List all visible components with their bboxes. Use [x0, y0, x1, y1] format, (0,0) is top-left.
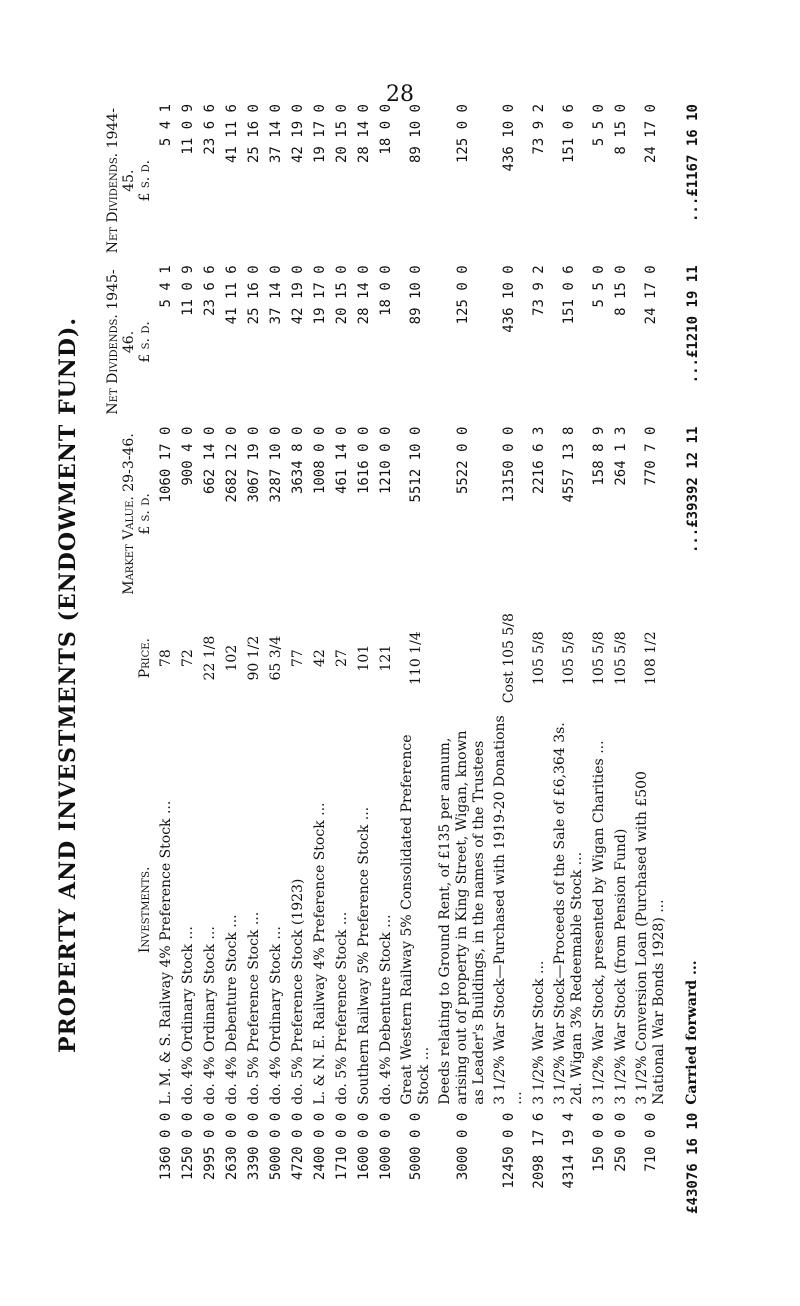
- price-value: 77: [290, 649, 306, 668]
- price-value: 27: [334, 649, 350, 668]
- dividends-1944-45-column-header: [103, 100, 155, 261]
- dividend-1944-45: 42 19 0: [290, 104, 306, 164]
- table-row: [155, 100, 177, 1270]
- dividend-1945-46: 24 17 0: [643, 265, 659, 325]
- market-value-header-label: Market Value. 29-3-46.: [121, 433, 137, 595]
- holding-amount: 1710 0 0: [334, 1112, 350, 1181]
- holding-amount: 1600 0 0: [356, 1112, 372, 1181]
- dividend-1944-45: 19 17 0: [312, 104, 328, 164]
- price-value: 110 1/4: [408, 631, 424, 685]
- market-value: 3067 19 0: [246, 426, 262, 503]
- market-value: 662 14 0: [202, 426, 218, 495]
- investment-description: 3 1/2% War Stock ...: [530, 960, 547, 1105]
- investment-description: do. 4% Ordinary Stock ...: [179, 926, 196, 1105]
- total-dividends-1945-46: ...£1210 19 11: [685, 265, 701, 384]
- holding-amount: 3000 0 0: [454, 1112, 471, 1181]
- investment-description: 3 1/2% War Stock (from Pension Fund): [612, 828, 629, 1105]
- dividend-1944-45: 24 17 0: [643, 104, 659, 164]
- table-row: [287, 100, 309, 1270]
- investment-description: Southern Railway 5% Preference Stock ...: [355, 806, 372, 1105]
- holding-amount: 5000 0 0: [408, 1112, 424, 1181]
- dividend-1944-45: 20 15 0: [334, 104, 350, 164]
- dividend-1945-46: 19 17 0: [312, 265, 328, 325]
- table-row: [221, 100, 243, 1270]
- market-value: 2216 6 3: [531, 426, 547, 495]
- holding-amount: 4314 19 4: [561, 1112, 577, 1189]
- market-value: 13150 0 0: [501, 426, 517, 503]
- dividends-1945-46-currency-label: £ s. d.: [137, 321, 153, 363]
- dividend-1944-45: 41 11 6: [224, 104, 240, 164]
- dividend-1944-45: 25 16 0: [246, 104, 262, 164]
- market-value: 5522 0 0: [454, 426, 471, 495]
- holding-amount: 250 0 0: [613, 1112, 629, 1172]
- investment-description: do. 4% Debenture Stock ...: [377, 914, 394, 1105]
- dividend-1945-46: 18 0 0: [378, 265, 394, 316]
- market-value: 2682 12 0: [224, 426, 240, 503]
- market-value-column-header: [103, 423, 155, 606]
- market-value: 1210 0 0: [378, 426, 394, 495]
- table-row: [265, 100, 287, 1270]
- table-row: [331, 100, 353, 1270]
- market-value-currency-label: £ s. d.: [137, 493, 153, 535]
- holding-amount: 1250 0 0: [180, 1112, 196, 1181]
- dividend-1945-46: 28 14 0: [356, 265, 372, 325]
- table-row: [397, 100, 435, 1270]
- investment-description: do. 4% Ordinary Stock ...: [267, 926, 284, 1105]
- price-value: Cost 105 5/8: [501, 613, 517, 704]
- market-value: 4557 13 8: [561, 426, 577, 503]
- holding-amount: 2630 0 0: [224, 1112, 240, 1181]
- investments-table-body: [155, 100, 670, 1270]
- dividend-1944-45: 5 4 1: [158, 104, 174, 147]
- dividend-1945-46: 11 0 9: [180, 265, 196, 316]
- holding-amount: 5000 0 0: [268, 1112, 284, 1181]
- dividend-1944-45: 28 14 0: [356, 104, 372, 164]
- market-value: 461 14 0: [334, 426, 350, 495]
- total-row: [670, 100, 704, 1270]
- investment-description: 3 1/2% Conversion Loan (Purchased with £500 National War Bonds 1928) ...: [634, 771, 667, 1105]
- total-market-value: ...£39392 12 11: [685, 426, 701, 554]
- dividend-1945-46: 5 4 1: [158, 265, 174, 308]
- investment-description: L. & N. E. Railway 4% Preference Stock ...: [311, 802, 328, 1105]
- investment-description: 3 1/2% War Stock—Purchased with 1919-20 Donations ...: [492, 715, 525, 1105]
- price-value: 105 5/8: [561, 631, 577, 685]
- investment-description: Deeds relating to Ground Rent, of £135 per annum, arising out of property in King Street, Wigan, known as Leader's Buildings, in the names of the Trustees: [437, 730, 487, 1105]
- dividend-1945-46: 20 15 0: [334, 265, 350, 325]
- table-row: [632, 100, 670, 1270]
- dividend-1945-46: 89 10 0: [408, 265, 424, 325]
- market-value: 5512 10 0: [408, 426, 424, 503]
- market-value: 1616 0 0: [356, 426, 372, 495]
- dividend-1944-45: 436 10 0: [501, 104, 517, 172]
- dividend-1945-46: 23 6 6: [202, 265, 218, 316]
- market-value: 770 7 0: [643, 426, 659, 486]
- investment-description: do. 5% Preference Stock ...: [245, 911, 262, 1105]
- table-row: [610, 100, 632, 1270]
- price-value: 78: [158, 649, 174, 668]
- total-label: Carried forward ...: [683, 960, 700, 1105]
- price-value: 72: [180, 649, 196, 668]
- market-value: 3287 10 0: [268, 426, 284, 503]
- dividends-1944-45-label: Net Dividends. 1944-45.: [105, 108, 137, 254]
- market-value: 264 1 3: [613, 426, 629, 486]
- dividend-1944-45: 11 0 9: [180, 104, 196, 155]
- dividend-1944-45: 5 5 0: [591, 104, 607, 147]
- table-row: [375, 100, 397, 1270]
- dividend-1944-45: 37 14 0: [268, 104, 284, 164]
- dividend-1944-45: 73 9 2: [531, 104, 547, 155]
- price-value: 101: [356, 644, 372, 672]
- total-dividends-1944-45: ...£1167 16 10: [685, 104, 701, 223]
- table-row: [550, 100, 588, 1270]
- amount-column-header: [103, 1109, 155, 1270]
- dividend-1945-46: 42 19 0: [290, 265, 306, 325]
- dividend-1944-45: 23 6 6: [202, 104, 218, 155]
- table-header-row: [103, 100, 155, 1270]
- price-value: 105 5/8: [591, 631, 607, 685]
- dividend-1944-45: 151 0 6: [561, 104, 577, 164]
- dividends-1945-46-column-header: [103, 261, 155, 422]
- price-value: 42: [312, 649, 328, 668]
- holding-amount: 1000 0 0: [378, 1112, 394, 1181]
- price-value: 102: [224, 644, 240, 672]
- investment-description: Great Western Railway 5% Consolidated Preference Stock ...: [399, 734, 432, 1105]
- price-value: 65 3/4: [268, 635, 284, 681]
- holding-amount: 150 0 0: [591, 1112, 607, 1172]
- price-value: 121: [378, 644, 394, 672]
- holding-amount: 1360 0 0: [158, 1112, 174, 1181]
- dividend-1945-46: 436 10 0: [501, 265, 517, 333]
- price-value: 108 1/2: [643, 631, 659, 685]
- total-amount: £43076 16 10: [685, 1112, 701, 1214]
- table-row: [490, 100, 528, 1270]
- dividend-1944-45: 8 15 0: [613, 104, 629, 155]
- investment-description: do. 5% Preference Stock ...: [333, 911, 350, 1105]
- dividend-1945-46: 125 0 0: [454, 265, 471, 325]
- market-value: 1008 0 0: [312, 426, 328, 495]
- holding-amount: 710 0 0: [643, 1112, 659, 1172]
- market-value: 3634 8 0: [290, 426, 306, 495]
- table-row: [199, 100, 221, 1270]
- investment-description: 3 1/2% War Stock—Proceeds of the Sale of £6,364 3s. 2d. Wigan 3% Redeemable Stock ...: [552, 722, 585, 1105]
- investment-description: L. M. & S. Railway 4% Preference Stock ...: [157, 800, 174, 1105]
- dividends-1944-45-currency-label: £ s. d.: [137, 159, 153, 202]
- investment-description: do. 5% Preference Stock (1923): [289, 878, 306, 1105]
- dividend-1945-46: 41 11 6: [224, 265, 240, 325]
- dividend-1945-46: 151 0 6: [561, 265, 577, 325]
- dividend-1945-46: 25 16 0: [246, 265, 262, 325]
- total-price: [670, 605, 704, 710]
- dividend-1945-46: 5 5 0: [591, 265, 607, 308]
- table-row: [309, 100, 331, 1270]
- dividend-1944-45: 18 0 0: [378, 104, 394, 155]
- dividend-1945-46: 8 15 0: [613, 265, 629, 316]
- market-value: 158 8 9: [591, 426, 607, 486]
- table-row: [353, 100, 375, 1270]
- holding-amount: 2995 0 0: [202, 1112, 218, 1181]
- page-number: 28: [386, 82, 414, 107]
- market-value: 900 4 0: [180, 426, 196, 486]
- dividend-1944-45: 89 10 0: [408, 104, 424, 164]
- table-row: [528, 100, 550, 1270]
- dividend-1945-46: 73 9 2: [531, 265, 547, 316]
- table-row: [177, 100, 199, 1270]
- investments-column-header: Investments.: [137, 866, 153, 954]
- holding-amount: 3390 0 0: [246, 1112, 262, 1181]
- holding-amount: 4720 0 0: [290, 1112, 306, 1181]
- dividend-1944-45: 125 0 0: [454, 104, 471, 164]
- dividends-1945-46-label: Net Dividends. 1945-46.: [105, 269, 137, 415]
- rotated-table-container: [55, 100, 755, 1270]
- table-row: [243, 100, 265, 1270]
- market-value: 1060 17 0: [158, 426, 174, 503]
- price-value: 22 1/8: [202, 635, 218, 681]
- holding-amount: 2400 0 0: [312, 1112, 328, 1181]
- investment-description: 3 1/2% War Stock, presented by Wigan Charities ...: [590, 740, 607, 1105]
- holding-amount: 12450 0 0: [501, 1112, 517, 1189]
- price-value: 90 1/2: [246, 635, 262, 681]
- investment-description: do. 4% Debenture Stock ...: [223, 914, 240, 1105]
- holding-amount: 2098 17 6: [531, 1112, 547, 1189]
- price-value: [435, 605, 490, 710]
- dividend-1945-46: 37 14 0: [268, 265, 284, 325]
- table-row: [588, 100, 610, 1270]
- table-row: [435, 100, 490, 1270]
- price-column-header: Price.: [137, 637, 153, 679]
- price-value: 105 5/8: [531, 631, 547, 685]
- page-heading: PROPERTY AND INVESTMENTS (ENDOWMENT FUND).: [55, 316, 81, 1054]
- investments-table: [103, 100, 704, 1270]
- investment-description: do. 4% Ordinary Stock ...: [201, 926, 218, 1105]
- price-value: 105 5/8: [613, 631, 629, 685]
